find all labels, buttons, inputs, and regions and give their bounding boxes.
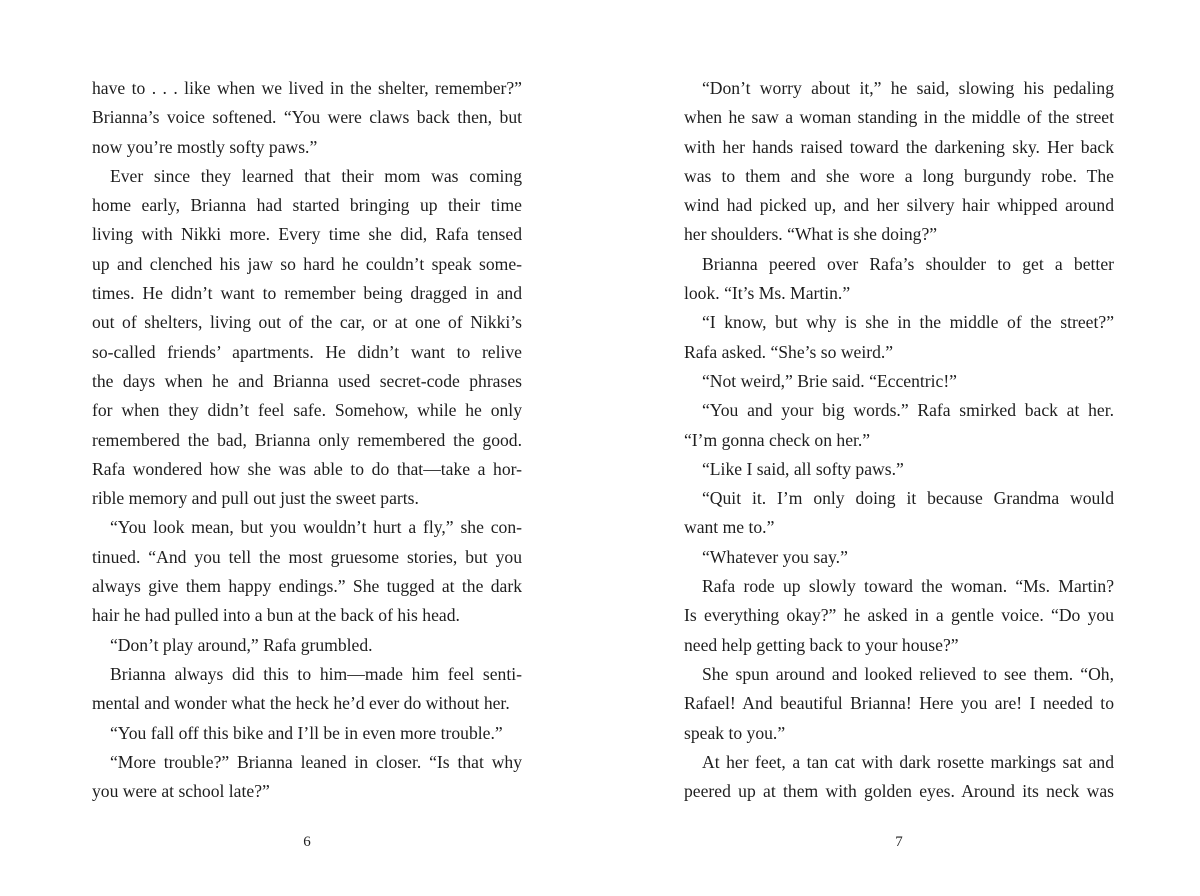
text-line: At her feet, a tan cat with dark rosette markings sat and xyxy=(702,751,1114,772)
text-line: for when they didn’t feel safe. Somehow, while he only xyxy=(92,400,522,421)
text-line: Brianna always did this to him—made him feel senti- xyxy=(110,663,522,684)
text-line: “Quit it. I’m only doing it because Grandma would xyxy=(702,488,1114,509)
text-line: Rafa rode up slowly toward the woman. “Ms. Martin? xyxy=(702,576,1114,597)
text-line: Brianna’s voice softened. “You were claws back then, but xyxy=(92,107,522,128)
text-line: “Don’t worry about it,” he said, slowing his pedaling xyxy=(702,78,1114,98)
text-line: “I know, but why is she in the middle of the street?” xyxy=(702,312,1114,333)
text-line: look. “It’s Ms. Martin.” xyxy=(684,283,851,304)
text-line: “Not weird,” Brie said. “Eccentric!” xyxy=(702,370,957,391)
text-line: out of shelters, living out of the car, or at one of Nikki’s xyxy=(92,312,522,333)
text-line: always give them happy endings.” She tugged at the dark xyxy=(92,576,522,597)
text-line: “Like I said, all softy paws.” xyxy=(702,458,904,479)
text-line: up and clenched his jaw so hard he couldn’t speak some- xyxy=(92,253,522,274)
text-line: want me to.” xyxy=(684,517,775,538)
text-line: was to them and she wore a long burgundy robe. The xyxy=(684,165,1114,186)
text-line: mental and wonder what the heck he’d ever do without her. xyxy=(92,693,510,714)
text-line: “More trouble?” Brianna leaned in closer. “Is that why xyxy=(110,751,522,772)
text-line: “I’m gonna check on her.” xyxy=(684,429,871,450)
text-line: when he saw a woman standing in the middle of the street xyxy=(684,107,1114,128)
text-line: Rafa asked. “She’s so weird.” xyxy=(684,341,894,362)
text-line: “You fall off this bike and I’ll be in even more trouble.” xyxy=(110,722,503,743)
text-line: peered up at them with golden eyes. Around its neck was xyxy=(684,781,1114,802)
text-line: home early, Brianna had started bringing up their time xyxy=(92,195,522,216)
text-line: so-called friends’ apartments. He didn’t want to relive xyxy=(92,341,522,362)
text-line: Rafa wondered how she was able to do that—take a hor- xyxy=(92,458,522,479)
text-line: you were at school late?” xyxy=(92,781,270,802)
text-line: her shoulders. “What is she doing?” xyxy=(684,224,938,245)
left-page-number: 6 xyxy=(303,834,311,850)
text-line: tinued. “And you tell the most gruesome stories, but you xyxy=(92,546,522,567)
text-line: with her hands raised toward the darkening sky. Her back xyxy=(684,136,1114,157)
text-line: “You look mean, but you wouldn’t hurt a fly,” she con- xyxy=(110,517,522,538)
text-line: speak to you.” xyxy=(684,722,786,743)
text-line: Brianna peered over Rafa’s shoulder to get a better xyxy=(702,253,1114,274)
text-line: the days when he and Brianna used secret-code phrases xyxy=(92,370,522,391)
text-line: now you’re mostly softy paws.” xyxy=(92,136,318,157)
text-line: wind had picked up, and her silvery hair whipped around xyxy=(684,195,1114,216)
text-line: need help getting back to your house?” xyxy=(684,634,959,655)
right-page-number: 7 xyxy=(895,834,903,850)
text-line: Is everything okay?” he asked in a gentle voice. “Do you xyxy=(684,605,1114,626)
right-page xyxy=(684,74,1114,806)
text-line: “You and your big words.” Rafa smirked back at her. xyxy=(702,400,1114,421)
text-line: times. He didn’t want to remember being dragged in and xyxy=(92,283,522,304)
text-line: She spun around and looked relieved to see them. “Oh, xyxy=(702,663,1114,684)
text-line: remembered the bad, Brianna only remembered the good. xyxy=(92,429,522,450)
text-line: Rafael! And beautiful Brianna! Here you are! I needed to xyxy=(684,693,1114,714)
text-line: living with Nikki more. Every time she did, Rafa tensed xyxy=(92,224,522,245)
text-line: rible memory and pull out just the sweet parts. xyxy=(92,488,419,509)
text-line: “Whatever you say.” xyxy=(702,546,848,567)
text-line: have to . . . like when we lived in the shelter, remember?” xyxy=(92,78,522,98)
text-line: “Don’t play around,” Rafa grumbled. xyxy=(110,634,373,655)
text-line: Ever since they learned that their mom was coming xyxy=(110,165,522,186)
text-line: hair he had pulled into a bun at the back of his head. xyxy=(92,605,460,626)
left-page xyxy=(92,74,522,806)
